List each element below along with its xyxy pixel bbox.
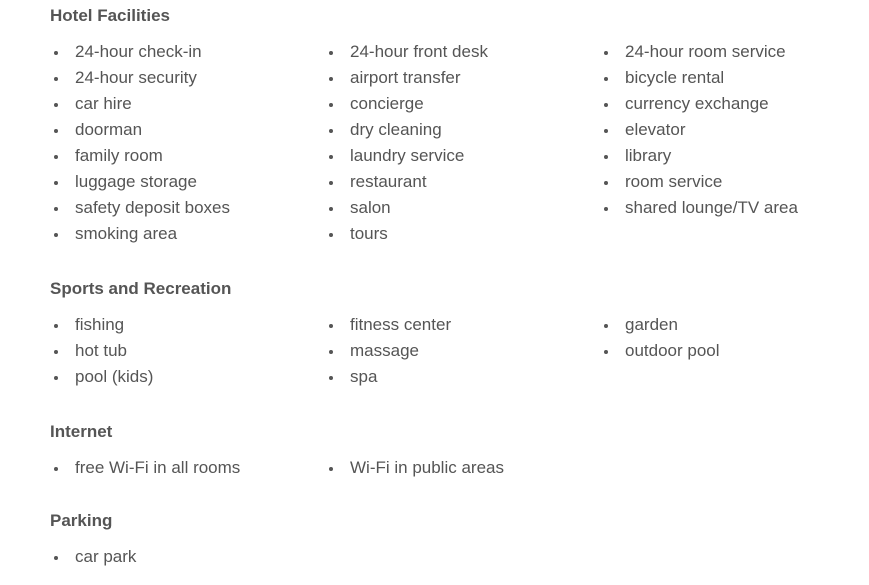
list-item: spa xyxy=(325,364,600,390)
hotel-facilities-list xyxy=(50,39,850,247)
list-item: fishing xyxy=(50,312,325,338)
list-item: airport transfer xyxy=(325,65,600,91)
section-title-sports-recreation: Sports and Recreation xyxy=(50,279,232,298)
list-item: laundry service xyxy=(325,143,600,169)
sports-recreation-list xyxy=(50,312,850,390)
list-item: shared lounge/TV area xyxy=(600,195,850,221)
parking-list xyxy=(50,544,850,570)
list-item: massage xyxy=(325,338,600,364)
list-item: room service xyxy=(600,169,850,195)
list-item: elevator xyxy=(600,117,850,143)
list-item: concierge xyxy=(325,91,600,117)
list-item: luggage storage xyxy=(50,169,325,195)
internet-list xyxy=(50,455,850,481)
facilities-content xyxy=(50,0,850,570)
list-item: hot tub xyxy=(50,338,325,364)
section-title-hotel-facilities: Hotel Facilities xyxy=(50,6,170,25)
list-item: outdoor pool xyxy=(600,338,850,364)
list-item: free Wi-Fi in all rooms xyxy=(50,455,325,481)
list-item: garden xyxy=(600,312,850,338)
list-item: pool (kids) xyxy=(50,364,325,390)
list-item: dry cleaning xyxy=(325,117,600,143)
list-item: salon xyxy=(325,195,600,221)
list-item: 24-hour room service xyxy=(600,39,850,65)
list-item: 24-hour front desk xyxy=(325,39,600,65)
section-internet xyxy=(50,422,850,481)
list-item: bicycle rental xyxy=(600,65,850,91)
list-item: family room xyxy=(50,143,325,169)
section-title-parking: Parking xyxy=(50,511,113,530)
list-item: safety deposit boxes xyxy=(50,195,325,221)
list-item: doorman xyxy=(50,117,325,143)
list-item: tours xyxy=(325,221,600,247)
section-sports-recreation xyxy=(50,279,850,390)
list-item: 24-hour security xyxy=(50,65,325,91)
list-item: car hire xyxy=(50,91,325,117)
section-parking xyxy=(50,511,850,570)
section-hotel-facilities xyxy=(50,6,850,247)
section-title-internet: Internet xyxy=(50,422,113,441)
list-item: 24-hour check-in xyxy=(50,39,325,65)
list-item: restaurant xyxy=(325,169,600,195)
list-item: fitness center xyxy=(325,312,600,338)
list-item: library xyxy=(600,143,850,169)
list-item: smoking area xyxy=(50,221,325,247)
list-item: currency exchange xyxy=(600,91,850,117)
list-item: car park xyxy=(50,544,325,570)
list-item: Wi-Fi in public areas xyxy=(325,455,600,481)
